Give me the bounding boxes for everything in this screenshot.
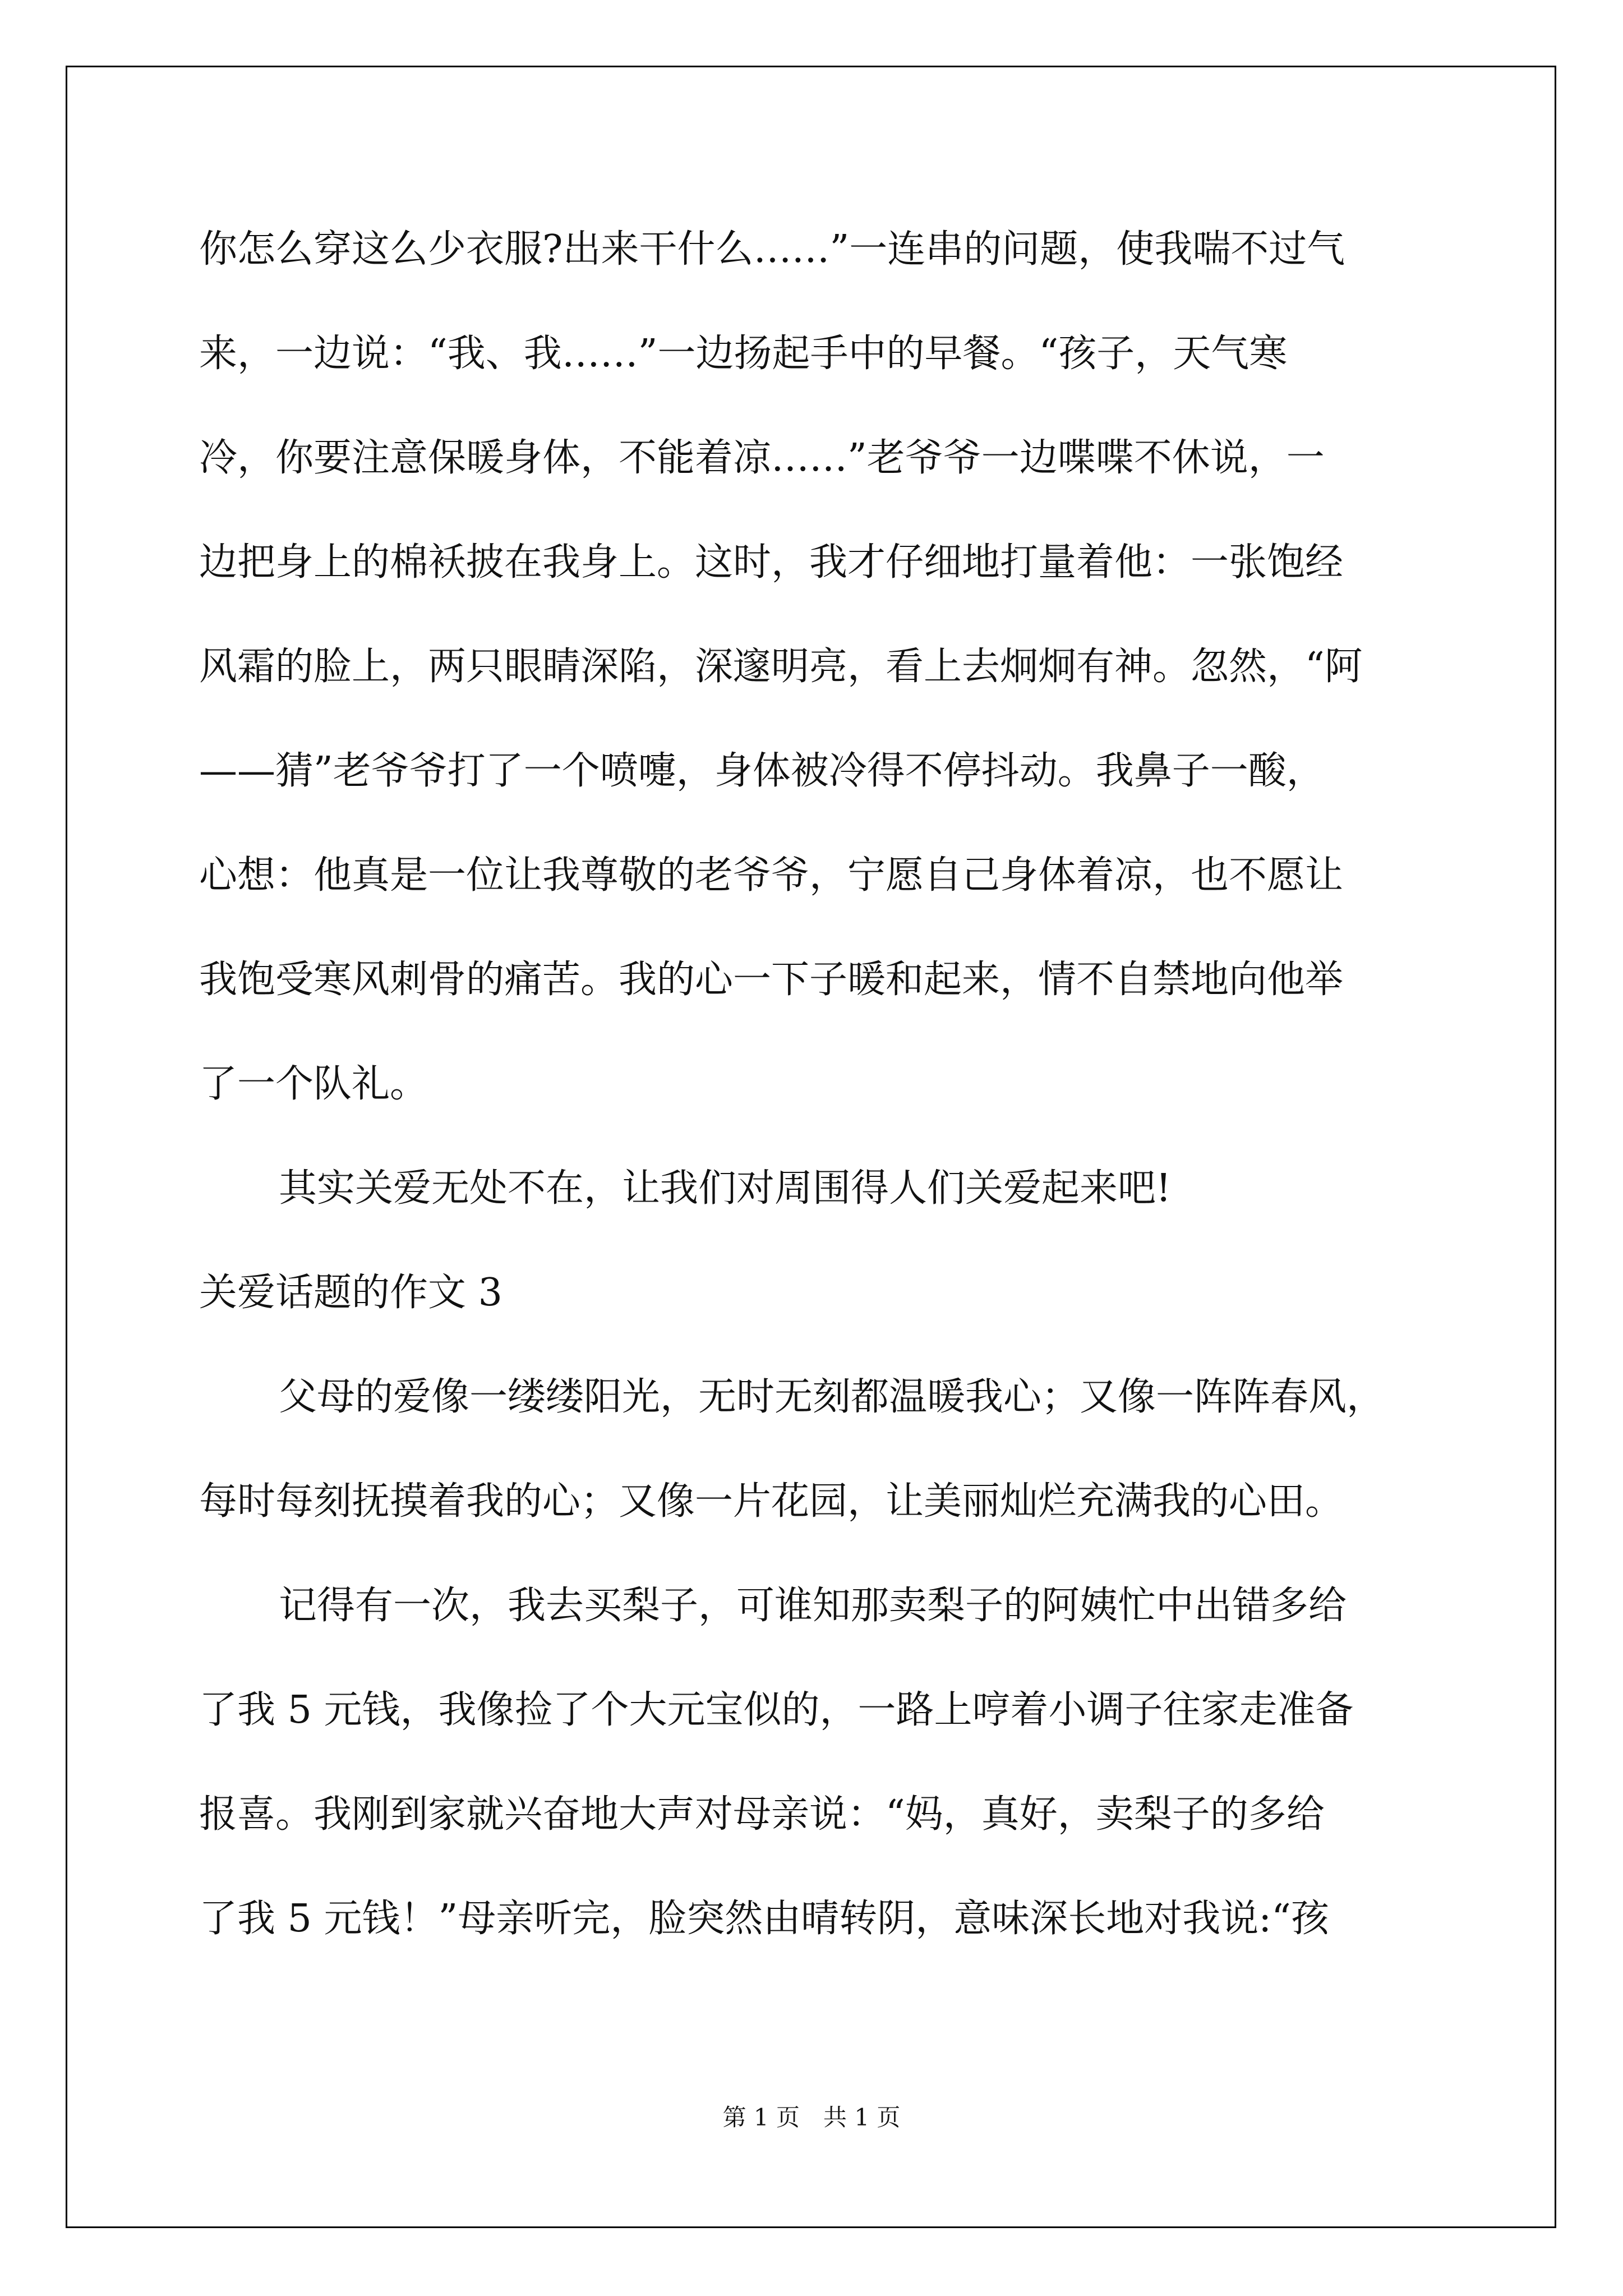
text-line: 了一个队礼。 — [199, 1062, 428, 1106]
text-line: 报喜。我刚到家就兴奋地大声对母亲说：“妈，真好，卖梨子的多给 — [199, 1792, 1325, 1837]
paragraph-first-line: 父母的爱像一缕缕阳光，无时无刻都温暖我心；又像一阵阵春风， — [279, 1375, 1385, 1419]
text-line: 了我 5 元钱，我像捡了个大元宝似的，一路上哼着小调子往家走准备 — [199, 1688, 1354, 1732]
text-line: 我饱受寒风刺骨的痛苦。我的心一下子暖和起来，情不自禁地向他举 — [199, 958, 1344, 1002]
text-line: ——猜”老爷爷打了一个喷嚏，身体被冷得不停抖动。我鼻子一酸， — [199, 749, 1325, 793]
page-number: 第 1 页 — [722, 2104, 800, 2131]
section-heading: 关爱话题的作文 3 — [199, 1271, 502, 1315]
paragraph-first-line: 其实关爱无处不在，让我们对周围得人们关爱起来吧! — [279, 1166, 1172, 1211]
text-line: 风霜的脸上，两只眼睛深陷，深邃明亮，看上去炯炯有神。忽然，“阿 — [199, 645, 1363, 689]
page-footer — [0, 2101, 1623, 2134]
text-line: 心想：他真是一位让我尊敬的老爷爷，宁愿自己身体着凉，也不愿让 — [199, 853, 1344, 898]
text-line: 边把身上的棉袄披在我身上。这时，我才仔细地打量着他：一张饱经 — [199, 540, 1344, 585]
text-line: 每时每刻抚摸着我的心；又像一片花园，让美丽灿烂充满我的心田。 — [199, 1479, 1344, 1524]
document-body — [199, 197, 1433, 1971]
paragraph-first-line: 记得有一次，我去买梨子，可谁知那卖梨子的阿姨忙中出错多给 — [279, 1584, 1347, 1628]
text-line: 冷，你要注意保暖身体，不能着凉……”老爷爷一边喋喋不休说，一 — [199, 436, 1325, 480]
text-line: 来，一边说：“我、我……”一边扬起手中的早餐。“孩子，天气寒 — [199, 332, 1288, 376]
page-total: 共 1 页 — [823, 2104, 901, 2131]
text-line: 了我 5 元钱！”母亲听完，脸突然由晴转阴，意味深长地对我说:“孩 — [199, 1897, 1329, 1941]
text-line: 你怎么穿这么少衣服?出来干什么……”一连串的问题，使我喘不过气 — [199, 227, 1345, 272]
